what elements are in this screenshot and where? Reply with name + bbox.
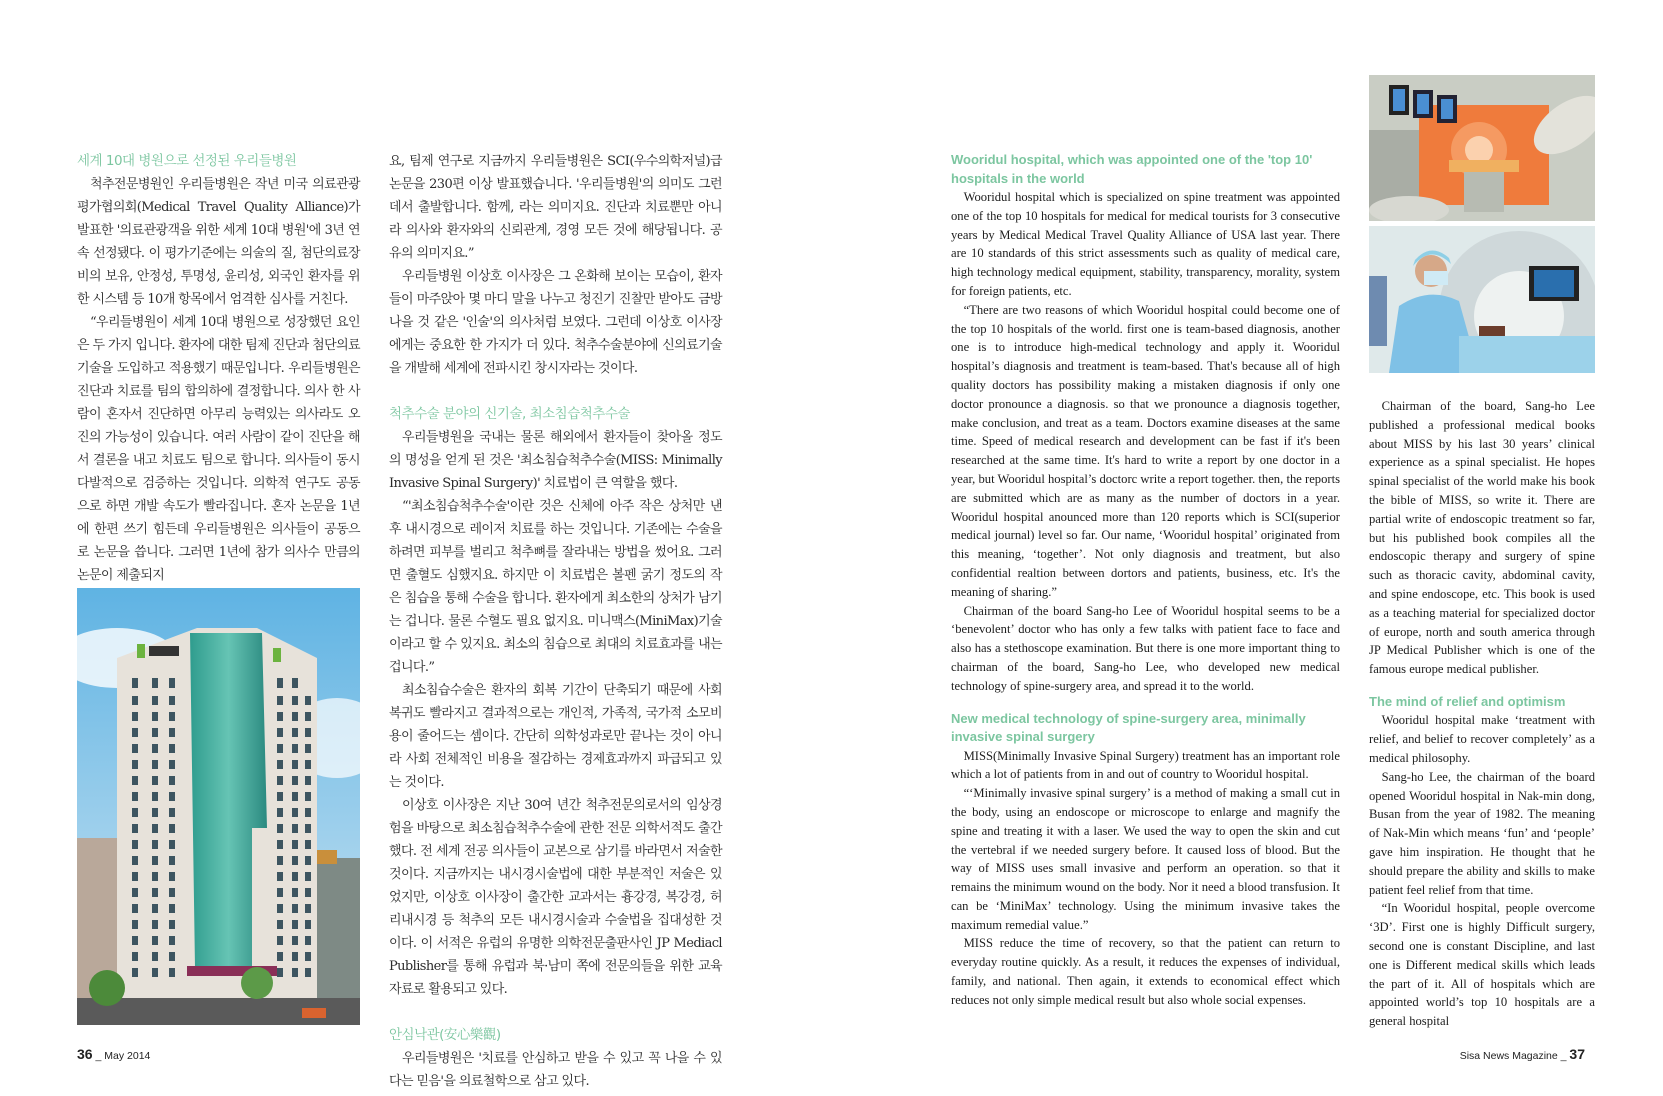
- body-paragraph: 우리들병원 이상호 이사장은 그 온화해 보이는 모습이, 환자들이 마주앉아 몇 마디 말을 나누고 청진기 진찰만 받아도 금방 나을 것 같은 '인술'의 의사처럼 보였다. 그런데 이상호 이사장에게는 중요한 한 가지가 더 있다. 척추수술분야에 신의료기술을 개발해 세계에 전파시킨 창시자라는 것이다.: [389, 269, 722, 376]
- body-paragraph: 우리들병원은 '치료를 안심하고 받을 수 있고 꼭 나을 수 있다는 믿음'을 의료철학으로 삼고 있다.: [389, 1051, 722, 1089]
- building-window: [152, 968, 158, 977]
- building-window: [169, 920, 175, 929]
- building-window: [305, 872, 311, 881]
- body-paragraph: MISS reduce the time of recovery, so that the patient can return to everyday routine quickly. As a result, it reduces the expenses of individual, family, and national. Then again, it extends to economical effect which reduces not only simple medical result but also whole social expenses.: [951, 936, 1340, 1007]
- building-window: [132, 840, 138, 849]
- building-window: [305, 712, 311, 721]
- building-window: [292, 776, 298, 785]
- building-window: [305, 728, 311, 737]
- building-window: [277, 952, 283, 961]
- building-window: [132, 792, 138, 801]
- building-window: [292, 728, 298, 737]
- building-window: [152, 776, 158, 785]
- body-paragraph: 이상호 이사장은 지난 30여 년간 척추전문의로서의 임상경험을 바탕으로 최소침습척추수술에 관한 전문 의학서적도 출간했다. 전 세계 전공 의사들이 교본으로 삼기를 바라면서 저술한 것이다. 지금까지는 내시경시술법에 대한 부분적인 저술은 있었지만, 이상호 이사장이 출간한 교과서는 흉강경, 복강경, 허리내시경 등 척추의 모든 내시경시술과 수술법을 집대성한 것이다. 이 서적은 유럽의 유명한 의학전문출판사인 JP Mediacl Publisher를 통해 유럽과 북·남미 쪽에 전문의들을 위한 교육자료로 활용되고 있다.: [389, 798, 722, 997]
- building-window: [152, 936, 158, 945]
- body-paragraph: 우리들병원을 국내는 물론 해외에서 환자들이 찾아올 정도의 명성을 얻게 된 것은 '최소침습척추수술(MISS: Minimally Invasive Spinal Surgery)' 치료법이 큰 역할을 했다.: [389, 430, 722, 491]
- right-column-2: [1369, 397, 1595, 1031]
- building-window: [169, 760, 175, 769]
- building-window: [169, 888, 175, 897]
- body-paragraph: Sang-ho Lee, the chairman of the board opened Wooridul hospital in Nak-min dong, Busan from the year of 1982. The meaning of Nak-Min which means ‘fun’ and ‘people’ gave him inspiration. He thought that he should prepare the ability and skills to make patient feel relief from that time.: [1369, 769, 1595, 897]
- building-window: [277, 744, 283, 753]
- building-window: [292, 856, 298, 865]
- body-paragraph: Wooridul hospital make ‘treatment with relief, and belief to recover completely’ as a medical philosophy.: [1369, 713, 1595, 766]
- right-column-1: [951, 151, 1340, 1010]
- footer-separator: _: [1560, 1050, 1567, 1062]
- building-window: [277, 776, 283, 785]
- left-column-1: [77, 150, 360, 587]
- section-heading: 세계 10대 병원으로 선정된 우리들병원: [77, 153, 297, 169]
- building-window: [132, 952, 138, 961]
- building-window: [277, 936, 283, 945]
- building-window: [132, 824, 138, 833]
- body-paragraph: “There are two reasons of which Wooridul hospital could become one of the top 10 hospitals of the world. first one is team-based diagnosis, another one is to introduce high-medical technology and apply it. Wooridul hospital’s diagnosis and treatment is team-based. That's because all of high quality doctors has possibility making a mistaken diagnosis if only one doctor pronounce a diagnosis. so that we pronounce a diagnosis together, make conclusion, and treat as a team. Doctors examine diseases at the same time. Speed of medical research and development can be fast if it's been researched at the same time. It's hard to write a report by one doctor in a year, but Wooridul hospital’s doctorc write a report together. then, the reports are submitted which are as many as the number of doctors in a year. Wooridul hospital anounced more than 120 reports which is SCI(superior medical journal) level so far. Our name, ‘Wooridul hospital’ originated from this meaning, ‘together’. Not only diagnosis and treatment, but also confidential realtion between dortors and patients, business, etc. It's the meaning of sharing.”: [951, 302, 1340, 599]
- building-window: [292, 904, 298, 913]
- body-paragraph: “'최소침습척추수술'이란 것은 신체에 아주 작은 상처만 낸 후 내시경으로 레이저 치료를 하는 것입니다. 기존에는 수술을 하려면 피부를 벌리고 척추뼈를 잘라내는 방법을 썼어요. 그러면 출혈도 심했지요. 하지만 이 치료법은 볼펜 굵기 정도의 작은 침습을 통해 수술을 합니다. 환자에게 최소한의 상처가 남기는 겁니다. 물론 수혈도 필요 없지요. 미니맥스(MiniMax)기술이라고 할 수 있지요. 최소의 침습으로 최대의 치료효과를 내는 겁니다.”: [389, 499, 722, 675]
- building-window: [132, 968, 138, 977]
- building-window: [132, 808, 138, 817]
- building-window: [277, 840, 283, 849]
- building-window: [152, 712, 158, 721]
- building-window: [305, 904, 311, 913]
- building-window: [152, 840, 158, 849]
- building-window: [132, 888, 138, 897]
- building-window: [277, 808, 283, 817]
- building-window: [152, 696, 158, 705]
- magazine-name: Sisa News Magazine: [1459, 1050, 1558, 1062]
- building-window: [292, 760, 298, 769]
- building-window: [169, 968, 175, 977]
- building-window: [169, 952, 175, 961]
- building-window: [292, 824, 298, 833]
- building-window: [277, 712, 283, 721]
- building-window: [169, 936, 175, 945]
- building-window: [277, 872, 283, 881]
- page-number: 36: [77, 1046, 93, 1062]
- building-window: [305, 968, 311, 977]
- building-window: [152, 808, 158, 817]
- building-window: [169, 840, 175, 849]
- body-paragraph: MISS(Minimally Invasive Spinal Surgery) treatment has an important role which a lot of patients from in and out of country to Wooridul hospital.: [951, 748, 1340, 782]
- building-window: [292, 712, 298, 721]
- building-window: [305, 760, 311, 769]
- building-window: [292, 792, 298, 801]
- body-paragraph: Wooridul hospital which is specialized on spine treatment was appointed one of the top 10 hospitals for medical for medical tourists for 3 consecutive years by Medical Medical Travel Quality Alliance of USA last year. There are 10 standards of this strict assessments such as quality of medical care, high technology medical equipment, stability, transparency, morality, system for foreign patients, etc.: [951, 190, 1340, 298]
- building-window: [152, 904, 158, 913]
- building-window: [277, 968, 283, 977]
- building-window: [305, 936, 311, 945]
- building-window: [169, 808, 175, 817]
- hospital-building-photo: [77, 588, 360, 1025]
- building-window: [169, 792, 175, 801]
- issue-date: May 2014: [104, 1050, 151, 1062]
- building-window: [152, 824, 158, 833]
- building-window: [292, 744, 298, 753]
- building-window: [292, 920, 298, 929]
- building-window: [277, 792, 283, 801]
- footer-separator: _: [95, 1050, 102, 1062]
- building-window: [277, 920, 283, 929]
- building-window: [305, 824, 311, 833]
- building-window: [292, 952, 298, 961]
- operating-room-photo: [1369, 75, 1595, 221]
- building-window: [169, 856, 175, 865]
- building-window: [132, 696, 138, 705]
- building-window: [305, 888, 311, 897]
- building-window: [292, 872, 298, 881]
- building-window: [292, 936, 298, 945]
- building-window: [132, 728, 138, 737]
- building-window: [305, 792, 311, 801]
- building-window: [169, 904, 175, 913]
- building-window: [277, 888, 283, 897]
- building-window: [169, 872, 175, 881]
- building-window: [277, 824, 283, 833]
- section-heading: 안심낙관(安心樂觀): [389, 1027, 501, 1043]
- body-paragraph: Chairman of the board, Sang-ho Lee published a professional medical books about MISS by his last 30 years’ clinical experience as a spinal specialist. He hopes spinal specialist of the world make his book the bible of MISS, so write it. There are partial write of endoscopic treatment so far, but his published book compiles all the endoscopic therapy and surgery of spine such as thoracic cavity, abdominal cavity, and spine endoscope, etc. This book is used as a teaching material for specialized doctor of europe, north and south america through JP Medical Publisher which is one of the famous europe medical publisher.: [1369, 399, 1595, 677]
- building-window: [132, 760, 138, 769]
- building-window: [169, 728, 175, 737]
- building-window: [132, 936, 138, 945]
- surgeon-ct-scan-photo: [1369, 226, 1595, 373]
- building-window: [292, 808, 298, 817]
- building-window: [152, 952, 158, 961]
- building-window: [152, 728, 158, 737]
- building-window: [305, 952, 311, 961]
- building-window: [169, 824, 175, 833]
- building-window: [277, 760, 283, 769]
- building-window: [292, 840, 298, 849]
- building-window: [132, 904, 138, 913]
- body-paragraph-continued: 요, 팀제 연구로 지금까지 우리들병원은 SCI(우수의학저널)급 논문을 230편 이상 발표했습니다. '우리들병원'의 의미도 그런데서 출발합니다. 함께, 라는 의미지요. 진단과 치료뿐만 아니라 의사와 환자와의 신뢰관계, 경영 모든 것에 해당됩니다. 공유의 의미지요.”: [389, 154, 722, 261]
- building-window: [277, 728, 283, 737]
- building-window: [169, 712, 175, 721]
- building-window: [277, 696, 283, 705]
- left-column-2: [389, 150, 722, 1093]
- section-heading: 척추수술 분야의 신기술, 최소침습척추수술: [389, 406, 630, 422]
- building-window: [132, 744, 138, 753]
- body-paragraph: “In Wooridul hospital, people overcome ‘3D’. First one is highly Difficult surgery, second one is constant Discipline, and last one is Different medical skills which leads the part of it. All of hospitals which are appointed world’s top 10 hospitals are a general hospital: [1369, 901, 1595, 1029]
- left-page-footer: [77, 1046, 150, 1062]
- building-window: [169, 744, 175, 753]
- building-window: [132, 856, 138, 865]
- building-window: [277, 856, 283, 865]
- section-heading: New medical technology of spine-surgery area, minimally invasive spinal surgery: [951, 710, 1306, 745]
- building-window: [292, 968, 298, 977]
- building-window: [132, 776, 138, 785]
- building-window: [169, 696, 175, 705]
- building-window: [152, 856, 158, 865]
- building-window: [152, 888, 158, 897]
- building-window: [292, 888, 298, 897]
- body-paragraph: “우리들병원이 세계 10대 병원으로 성장했던 요인은 두 가지 입니다. 환자에 대한 팀제 진단과 첨단의료기술을 도입하고 적용했기 때문입니다. 우리들병원은 진단과 치료를 팀의 합의하에 결정합니다. 의사 한 사람이 혼자서 진단하면 아무리 능력있는 의사라도 오진의 가능성이 있습니다. 여러 사람이 같이 진단을 해서 결론을 내고 치료도 팀으로 합니다. 의사들이 동시다발적으로 검증하는 것입니다. 의학적 연구도 공동으로 하면 개발 속도가 빨라집니다. 혼자 논문을 1년에 한편 쓰기 힘든데 우리들병원은 의사들이 공동으로 논문을 씁니다. 그러면 1년에 참가 의사수 만큼의 논문이 제출되지: [77, 315, 360, 583]
- body-paragraph: 최소침습수술은 환자의 회복 기간이 단축되기 때문에 사회복귀도 빨라지고 결과적으로는 개인적, 가족적, 국가적 소모비용이 줄어드는 셈이다. 간단히 의학성과로만 끝나는 것이 아니라 사회 전체적인 비용을 절감하는 경제효과까지 파급되고 있는 것이다.: [389, 683, 722, 790]
- building-window: [132, 872, 138, 881]
- building-window: [152, 792, 158, 801]
- body-paragraph: “‘Minimally invasive spinal surgery’ is a method of making a small cut in the body, using an endoscope or microscope to enlarge and magnify the spine and treating it with a laser. We used the way to open the skin and cut the vertebral if we needed surgery before. It caused loss of blood. But the way of MISS uses small invasive and perform an operation. so that it remains the minimum wound on the body. Nor it need a blood transfusion. It can be ‘MiniMax’ technology. Using the minimum invasive takes the maximum remedial value.”: [951, 786, 1340, 932]
- building-window: [277, 904, 283, 913]
- building-window: [152, 744, 158, 753]
- building-window: [305, 856, 311, 865]
- body-paragraph: 척추전문병원인 우리들병원은 작년 미국 의료관광평가협의회(Medical Travel Quality Alliance)가 발표한 '의료관광객을 위한 세계 10대 병원'에 3년 연속 선정됐다. 이 평가기준에는 의술의 질, 첨단의료장비의 보유, 안정성, 투명성, 윤리성, 외국인 환자를 위한 시스템 등 10개 항목에서 엄격한 심사를 거친다.: [77, 177, 360, 307]
- body-paragraph: Chairman of the board Sang-ho Lee of Wooridul hospital seems to be a ‘benevolent’ doctor who has only a few talks with patient face to face and also has a stethoscope examination. But there is one more important thing to chairman of the board, Sang-ho Lee, who developed new medical technology of spine-surgery area, and spread it to the world.: [951, 603, 1340, 693]
- building-window: [152, 872, 158, 881]
- building-window: [132, 920, 138, 929]
- building-window: [169, 776, 175, 785]
- building-window: [292, 696, 298, 705]
- page-number: 37: [1569, 1046, 1585, 1062]
- building-window: [152, 760, 158, 769]
- building-window: [132, 712, 138, 721]
- building-window: [305, 840, 311, 849]
- right-page-footer: [1460, 1046, 1585, 1062]
- building-window: [305, 744, 311, 753]
- building-window: [305, 776, 311, 785]
- building-window: [152, 920, 158, 929]
- section-heading: Wooridul hospital, which was appointed one of the 'top 10' hospitals in the world: [951, 152, 1313, 186]
- section-heading: The mind of relief and optimism: [1369, 693, 1566, 709]
- building-window: [305, 920, 311, 929]
- building-window: [305, 808, 311, 817]
- building-window: [305, 696, 311, 705]
